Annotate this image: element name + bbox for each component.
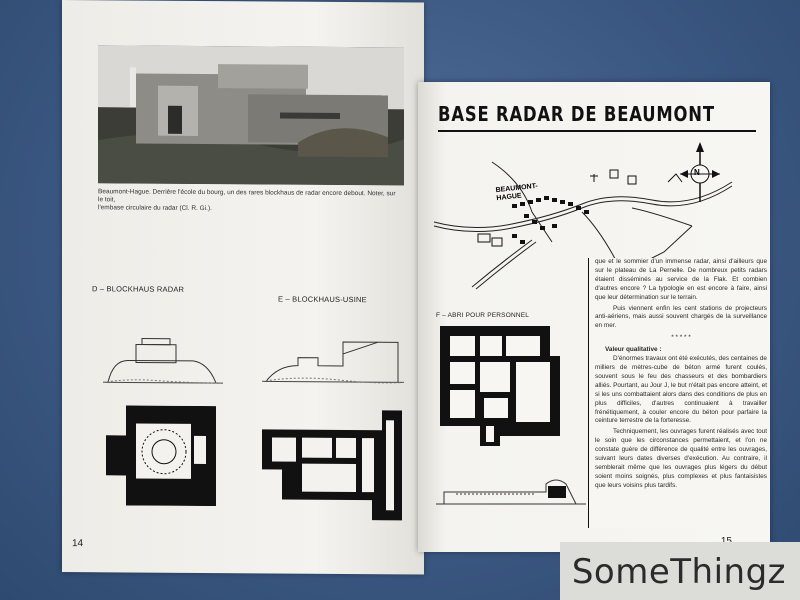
paragraph-2: Puis viennent enfin les cent stations de projecteurs anti-aériens, mais aussi souvent chargés de la surveillance en mer. (595, 304, 767, 330)
paragraph-4: Techniquement, les ouvrages furent réalisés avec tout le soin que les circonstances permettaient, et l'on ne constate guère de différence de qualité entre les ouvrages, suivant leurs dates diverses d'exécution. Au contraire, il semblerait même que les ouvrages plus légers du début soient moins soignés, plus complexes et plus fantaisistes que leurs voisins plus tardifs. (595, 428, 767, 489)
compass-north-label: N (694, 168, 700, 177)
left-page (62, 0, 424, 575)
separator: * * * * * (671, 334, 691, 342)
caption-line-1: Beaumont-Hague. Derrière l'école du bourg, un des rares blockhaus de radar encore debout. Noter, sur le toit, (98, 188, 396, 204)
bunker-photo (98, 45, 404, 185)
watermark-logo: SomeThingz (571, 552, 786, 592)
label-abri-personnel: F – ABRI POUR PERSONNEL (436, 312, 530, 319)
paragraph-1: que et le sommier d'un immense radar, ainsi d'ailleurs que sur le plateau de La Pernelle. De nombreux petits radars étaient disséminés au service de la Flak. Et combien d'autres encore ? La typologie en est encore à faire, ainsi que leur détermination sur le terrain. (595, 258, 767, 301)
plan-abri-personnel (440, 326, 560, 446)
title-underline (438, 130, 756, 132)
section-heading: Valeur qualitative : (605, 346, 662, 354)
map-town-label: BEAUMONT-HAGUE (495, 182, 539, 203)
photo-caption (98, 188, 398, 214)
elevation-blockhaus-radar (98, 330, 228, 391)
section-abri-personnel (436, 464, 586, 509)
text-column (588, 258, 767, 528)
paragraph-3: D'énormes travaux ont été exécutés, des centaines de milliers de mètres-cube de béton armé furent coulés, souvent sous le feu des chasseurs et des bombardiers alliés. Pourtant, au Jour J, le but n'était pas encore atteint, et si les uns combattaient alors dans des conditions de plus en plus difficiles, d'autres continuaient à travailler frénétiquement, à couler encore du béton pour parfaire la ceinture terrestre de la forteresse. (595, 355, 767, 425)
page-title: BASE RADAR DE BEAUMONT (438, 102, 715, 126)
caption-line-2: l'embase circulaire du radar (Cl. R. Gi.). (98, 204, 212, 213)
elevation-blockhaus-usine (258, 331, 408, 392)
page-number-left: 14 (72, 538, 84, 550)
right-page (418, 82, 770, 552)
plan-blockhaus-radar (106, 405, 226, 506)
label-blockhaus-radar: D – BLOCKHAUS RADAR (92, 284, 185, 294)
label-blockhaus-usine: E – BLOCKHAUS-USINE (278, 294, 367, 305)
plan-blockhaus-usine (262, 409, 412, 530)
